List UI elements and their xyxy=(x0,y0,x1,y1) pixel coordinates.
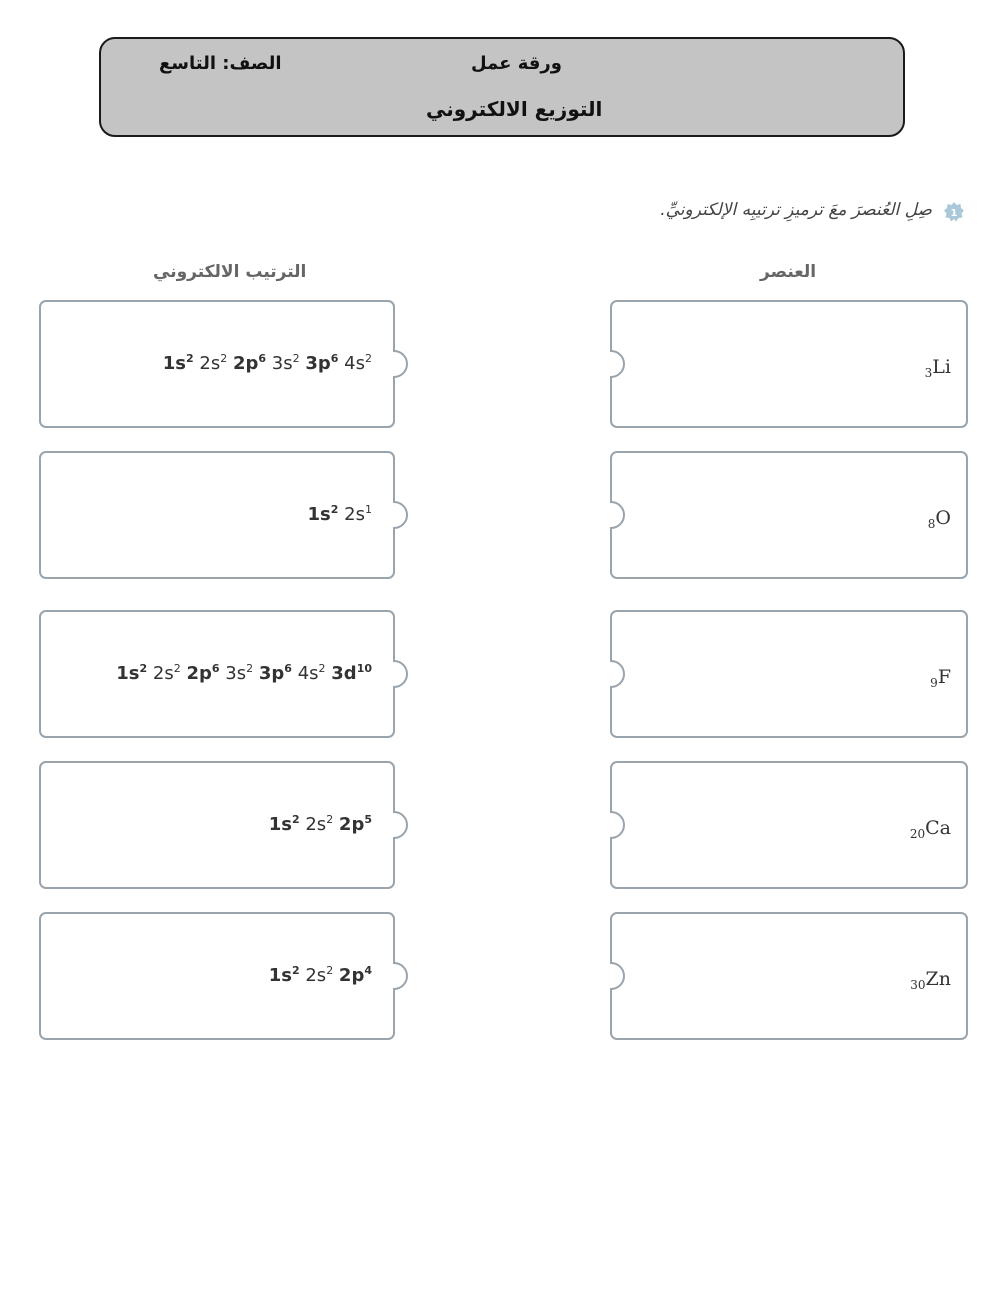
question-badge-icon xyxy=(943,201,965,223)
config-card[interactable] xyxy=(40,610,398,738)
electron-count: 2 xyxy=(326,813,334,826)
orbital-label: 3s xyxy=(225,663,247,684)
electron-count: 2 xyxy=(292,352,300,365)
electron-count: 6 xyxy=(284,662,292,675)
element-card[interactable] xyxy=(611,300,969,428)
symbol-text: Zn xyxy=(925,968,951,990)
atomic-number: 9 xyxy=(930,676,938,690)
orbital-label: 1s xyxy=(116,663,140,684)
orbital-term xyxy=(305,965,333,986)
electron-count: 2 xyxy=(291,964,300,977)
element-symbol xyxy=(910,817,951,841)
orbital-label: 2p xyxy=(232,353,259,374)
orbital-term xyxy=(186,663,219,684)
atomic-number: 20 xyxy=(909,827,926,841)
electron-count: 2 xyxy=(173,662,181,675)
orbital-term xyxy=(339,965,372,986)
orbital-term xyxy=(305,353,338,374)
config-card[interactable] xyxy=(40,912,398,1040)
instruction-text: صِلِ العُنصرَ معَ ترميزِ ترتيبِه الإلكترونيِّ. xyxy=(660,200,932,220)
atomic-number: 3 xyxy=(924,366,933,380)
electron-count: 2 xyxy=(330,503,339,516)
element-card[interactable] xyxy=(611,761,969,889)
orbital-term xyxy=(344,353,372,374)
worksheet-label: ورقة عمل xyxy=(471,53,562,74)
orbital-term xyxy=(298,663,326,684)
orbital-label: 1s xyxy=(162,353,186,374)
symbol-text: Li xyxy=(932,356,951,378)
orbital-term xyxy=(269,814,300,835)
orbital-label: 1s xyxy=(268,965,292,986)
atomic-number: 30 xyxy=(910,978,926,992)
orbital-label: 1s xyxy=(307,504,331,525)
topic-title: التوزيع الالكتروني xyxy=(426,97,603,121)
electron-count: 2 xyxy=(139,662,148,675)
orbital-term xyxy=(272,353,300,374)
orbital-term xyxy=(163,353,194,374)
orbital-label: 3p xyxy=(258,663,285,684)
orbital-term xyxy=(199,353,227,374)
orbital-label: 2s xyxy=(152,663,174,684)
orbital-label: 3s xyxy=(271,353,293,374)
orbital-label: 2s xyxy=(305,814,327,835)
orbital-term xyxy=(339,814,372,835)
orbital-label: 2s xyxy=(305,965,327,986)
electron-count: 5 xyxy=(364,813,372,826)
orbital-label: 2p xyxy=(338,814,365,835)
orbital-label: 2s xyxy=(199,353,221,374)
orbital-term xyxy=(233,353,266,374)
electron-configuration xyxy=(116,662,372,684)
electron-count: 6 xyxy=(330,352,339,365)
svg-text:1: 1 xyxy=(950,208,958,219)
symbol-text: Ca xyxy=(925,817,951,839)
electron-count: 1 xyxy=(365,503,372,516)
orbital-term xyxy=(225,663,253,684)
atomic-number: 8 xyxy=(927,517,936,531)
orbital-label: 2s xyxy=(344,504,365,525)
worksheet-header xyxy=(99,37,905,137)
element-card[interactable] xyxy=(611,912,969,1040)
orbital-term xyxy=(308,504,339,525)
symbol-text: O xyxy=(935,507,951,529)
electron-configuration xyxy=(269,813,372,835)
element-card[interactable] xyxy=(611,451,969,579)
electron-count: 2 xyxy=(365,352,372,365)
orbital-term xyxy=(344,504,372,525)
orbital-label: 1s xyxy=(268,814,292,835)
orbital-term xyxy=(331,663,372,684)
config-column-title: الترتيب الالكتروني xyxy=(153,262,307,282)
orbital-label: 2p xyxy=(338,965,365,986)
config-card[interactable] xyxy=(40,761,398,889)
electron-count: 6 xyxy=(258,352,267,365)
element-card[interactable] xyxy=(611,610,969,738)
orbital-term xyxy=(116,663,147,684)
orbital-label: 4s xyxy=(297,663,319,684)
electron-count: 2 xyxy=(291,813,300,826)
element-column-title: العنصر xyxy=(760,262,817,282)
element-symbol xyxy=(928,507,951,531)
electron-count: 10 xyxy=(356,662,372,675)
electron-count: 4 xyxy=(364,964,372,977)
element-symbol xyxy=(925,356,951,380)
orbital-label: 2p xyxy=(186,663,212,684)
orbital-term xyxy=(153,663,181,684)
electron-configuration xyxy=(163,352,372,374)
orbital-term xyxy=(269,965,300,986)
electron-configuration xyxy=(308,503,372,525)
orbital-term xyxy=(305,814,333,835)
electron-count: 2 xyxy=(220,352,228,365)
orbital-label: 3p xyxy=(305,353,331,374)
orbital-label: 3d xyxy=(331,663,357,684)
element-symbol xyxy=(930,666,951,690)
grade-label: الصف: التاسع xyxy=(159,53,282,74)
orbital-term xyxy=(259,663,292,684)
electron-count: 2 xyxy=(246,662,254,675)
config-card[interactable] xyxy=(40,451,398,579)
electron-count: 2 xyxy=(318,662,326,675)
orbital-label: 4s xyxy=(344,353,365,374)
config-card[interactable] xyxy=(40,300,398,428)
element-symbol xyxy=(910,968,951,992)
electron-count: 2 xyxy=(185,352,194,365)
symbol-text: F xyxy=(937,666,951,688)
electron-count: 2 xyxy=(326,964,334,977)
electron-configuration xyxy=(269,964,372,986)
electron-count: 6 xyxy=(211,662,220,675)
